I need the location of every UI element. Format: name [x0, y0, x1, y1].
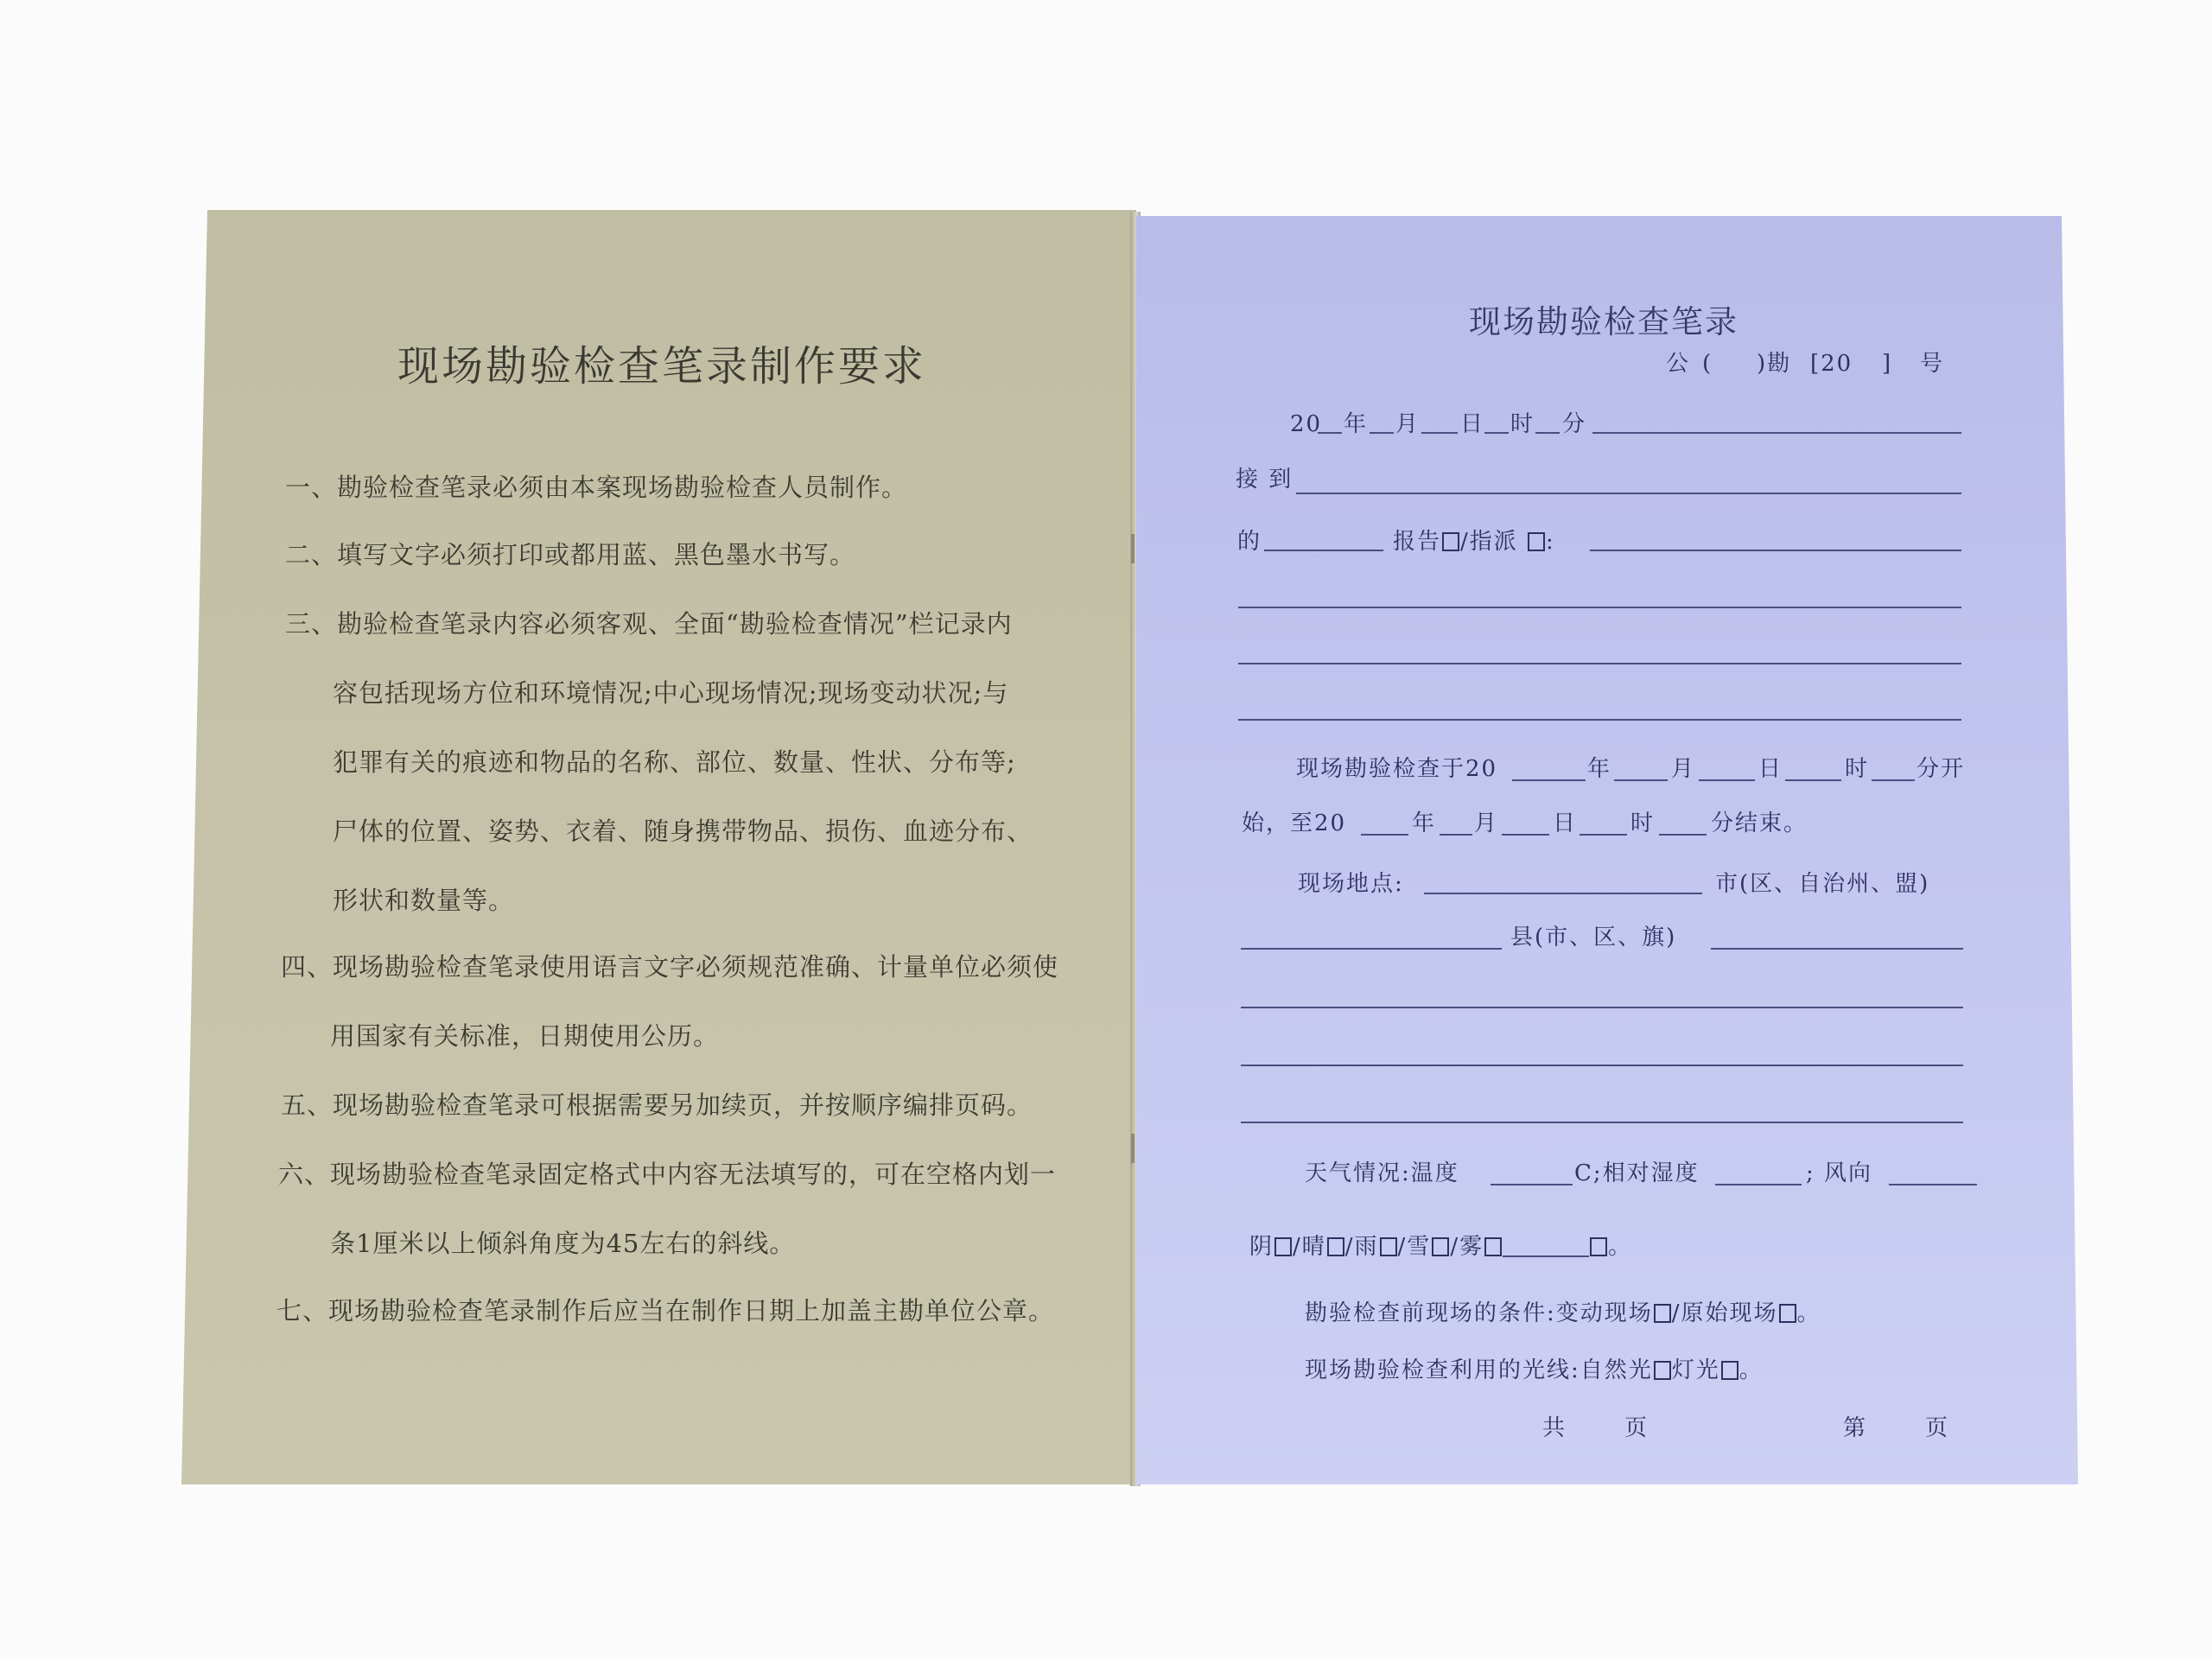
weather-temp-label: 天气情况:温度 [1305, 1160, 1459, 1186]
start-yue: 月 [1671, 756, 1696, 782]
received-field[interactable] [1296, 493, 1961, 494]
end-time-prefix: 始，至20 [1242, 810, 1347, 836]
start-time-prefix: 现场勘验检查于20 [1296, 756, 1498, 782]
humidity-field[interactable] [1715, 1184, 1802, 1185]
other-weather-checkbox[interactable] [1590, 1237, 1607, 1256]
snow-checkbox[interactable] [1432, 1237, 1449, 1256]
wind-label: ; 风向 [1806, 1160, 1873, 1186]
start-day-field[interactable] [1699, 779, 1755, 781]
blank-line[interactable] [1241, 1007, 1963, 1008]
form-title: 现场勘验检查笔录 [1469, 303, 1738, 340]
location-county-suffix: 县(市、区、旗) [1510, 925, 1677, 950]
date-day-field[interactable] [1421, 432, 1458, 434]
requirement-line: 六、现场勘验检查笔录固定格式中内容无法填写的，可在空格内划一 [278, 1160, 1057, 1189]
date-yue: 月 [1395, 411, 1421, 437]
requirement-line: 二、填写文字必须打印或都用蓝、黑色墨水书写。 [285, 540, 856, 569]
blank-line[interactable] [1238, 719, 1961, 721]
location-detail-field[interactable] [1711, 948, 1963, 950]
blank-line[interactable] [1238, 607, 1961, 608]
assign-checkbox[interactable] [1528, 532, 1545, 551]
report-detail-field[interactable] [1590, 550, 1961, 551]
start-year-field[interactable] [1512, 779, 1586, 781]
sky-conditions: 阴 /晴 /雨 /雪 /雾 。 [1249, 1234, 1633, 1260]
date-nian: 年 [1344, 411, 1369, 437]
original-scene-checkbox[interactable] [1779, 1304, 1796, 1323]
requirement-line: 五、现场勘验检查笔录可根据需要另加续页，并按顺序编排页码。 [281, 1090, 1033, 1120]
wind-field[interactable] [1889, 1184, 1977, 1185]
doc-no-lparen: ( [1702, 351, 1713, 377]
requirement-line: 用国家有关标准，日期使用公历。 [330, 1021, 720, 1051]
date-shi: 时 [1510, 411, 1535, 437]
end-hour-field[interactable] [1580, 834, 1627, 836]
requirement-line: 三、勘验检查笔录内容必须客观、全面“勘验检查情况”栏记录内 [285, 609, 1013, 639]
location-county-field[interactable] [1241, 948, 1502, 950]
requirement-line: 容包括现场方位和环境情况;中心现场情况;现场变动状况;与 [333, 678, 1009, 708]
start-minute-field[interactable] [1872, 779, 1915, 781]
right-page-form [1136, 216, 2078, 1484]
date-row-blank[interactable] [1592, 432, 1961, 434]
end-day-field[interactable] [1502, 834, 1549, 836]
received-label: 接 到 [1236, 467, 1294, 493]
start-ri: 日 [1758, 756, 1783, 782]
blank-line[interactable] [1241, 1065, 1963, 1066]
start-month-field[interactable] [1614, 779, 1668, 781]
date-20: 20 [1290, 411, 1323, 437]
date-fen: 分 [1562, 411, 1587, 437]
other-weather-field[interactable] [1503, 1238, 1589, 1257]
doc-no-year: [20 [1810, 351, 1853, 377]
requirements-title: 现场勘验检查笔录制作要求 [397, 342, 927, 391]
lighting-condition: 现场勘验检查利用的光线:自然光 灯光 。 [1305, 1357, 1764, 1383]
date-hour-field[interactable] [1484, 432, 1509, 434]
doc-no-bracket: ] [1882, 351, 1893, 377]
from-de: 的 [1237, 529, 1262, 555]
start-shi: 时 [1845, 756, 1870, 782]
date-ri: 日 [1460, 411, 1485, 437]
requirement-line: 犯罪有关的痕迹和物品的名称、部位、数量、性状、分布等; [333, 747, 1016, 777]
end-yue: 月 [1474, 810, 1499, 836]
footer-page-no: 第 [1843, 1415, 1868, 1441]
footer-page: 页 [1925, 1415, 1950, 1441]
start-hour-field[interactable] [1785, 779, 1841, 781]
doc-no-kan: )勘 [1757, 351, 1792, 377]
lamp-light-checkbox[interactable] [1721, 1361, 1738, 1380]
humidity-label: C;相对湿度 [1574, 1160, 1700, 1186]
requirement-line: 四、现场勘验检查笔录使用语言文字必须规范准确、计量单位必须使 [281, 952, 1059, 982]
rain-checkbox[interactable] [1380, 1237, 1397, 1256]
doc-no-hao: 号 [1920, 351, 1945, 377]
location-city-field[interactable] [1424, 893, 1702, 894]
end-month-field[interactable] [1440, 834, 1472, 836]
changed-scene-checkbox[interactable] [1654, 1304, 1671, 1323]
fog-checkbox[interactable] [1484, 1237, 1502, 1256]
end-fen: 分结束。 [1711, 810, 1808, 836]
footer-total: 共 [1542, 1415, 1567, 1441]
report-label: 报告 /指派 : [1393, 529, 1555, 555]
date-year-field[interactable] [1318, 432, 1342, 434]
location-label: 现场地点: [1298, 871, 1404, 897]
requirement-line: 条1厘米以上倾斜角度为45左右的斜线。 [330, 1229, 796, 1258]
requirement-line: 形状和数量等。 [333, 886, 515, 915]
date-minute-field[interactable] [1535, 432, 1560, 434]
doc-no-gong: 公 [1666, 351, 1691, 377]
end-shi: 时 [1630, 810, 1656, 836]
reporter-field[interactable] [1264, 550, 1383, 551]
date-month-field[interactable] [1370, 432, 1394, 434]
temperature-field[interactable] [1491, 1184, 1573, 1185]
location-city-suffix: 市(区、自治州、盟) [1715, 871, 1930, 897]
start-fen: 分开 [1916, 756, 1966, 782]
footer-total-pages: 页 [1624, 1415, 1649, 1441]
end-minute-field[interactable] [1659, 834, 1707, 836]
sunny-checkbox[interactable] [1327, 1237, 1344, 1256]
staple [1131, 534, 1135, 563]
start-nian: 年 [1587, 756, 1612, 782]
end-year-field[interactable] [1361, 834, 1408, 836]
end-ri: 日 [1553, 810, 1578, 836]
natural-light-checkbox[interactable] [1654, 1361, 1671, 1380]
blank-line[interactable] [1238, 663, 1961, 664]
requirement-line: 尸体的位置、姿势、衣着、随身携带物品、损伤、血迹分布、 [333, 817, 1033, 846]
requirement-line: 七、现场勘验检查笔录制作后应当在制作日期上加盖主勘单位公章。 [276, 1296, 1055, 1325]
staple [1131, 1134, 1135, 1163]
end-nian: 年 [1412, 810, 1437, 836]
blank-line[interactable] [1241, 1122, 1963, 1123]
requirement-line: 一、勘验检查笔录必须由本案现场勘验检查人员制作。 [285, 473, 908, 502]
overcast-checkbox[interactable] [1274, 1237, 1292, 1256]
scene-condition: 勘验检查前现场的条件:变动现场 /原始现场 。 [1305, 1300, 1821, 1326]
report-checkbox[interactable] [1442, 532, 1459, 551]
